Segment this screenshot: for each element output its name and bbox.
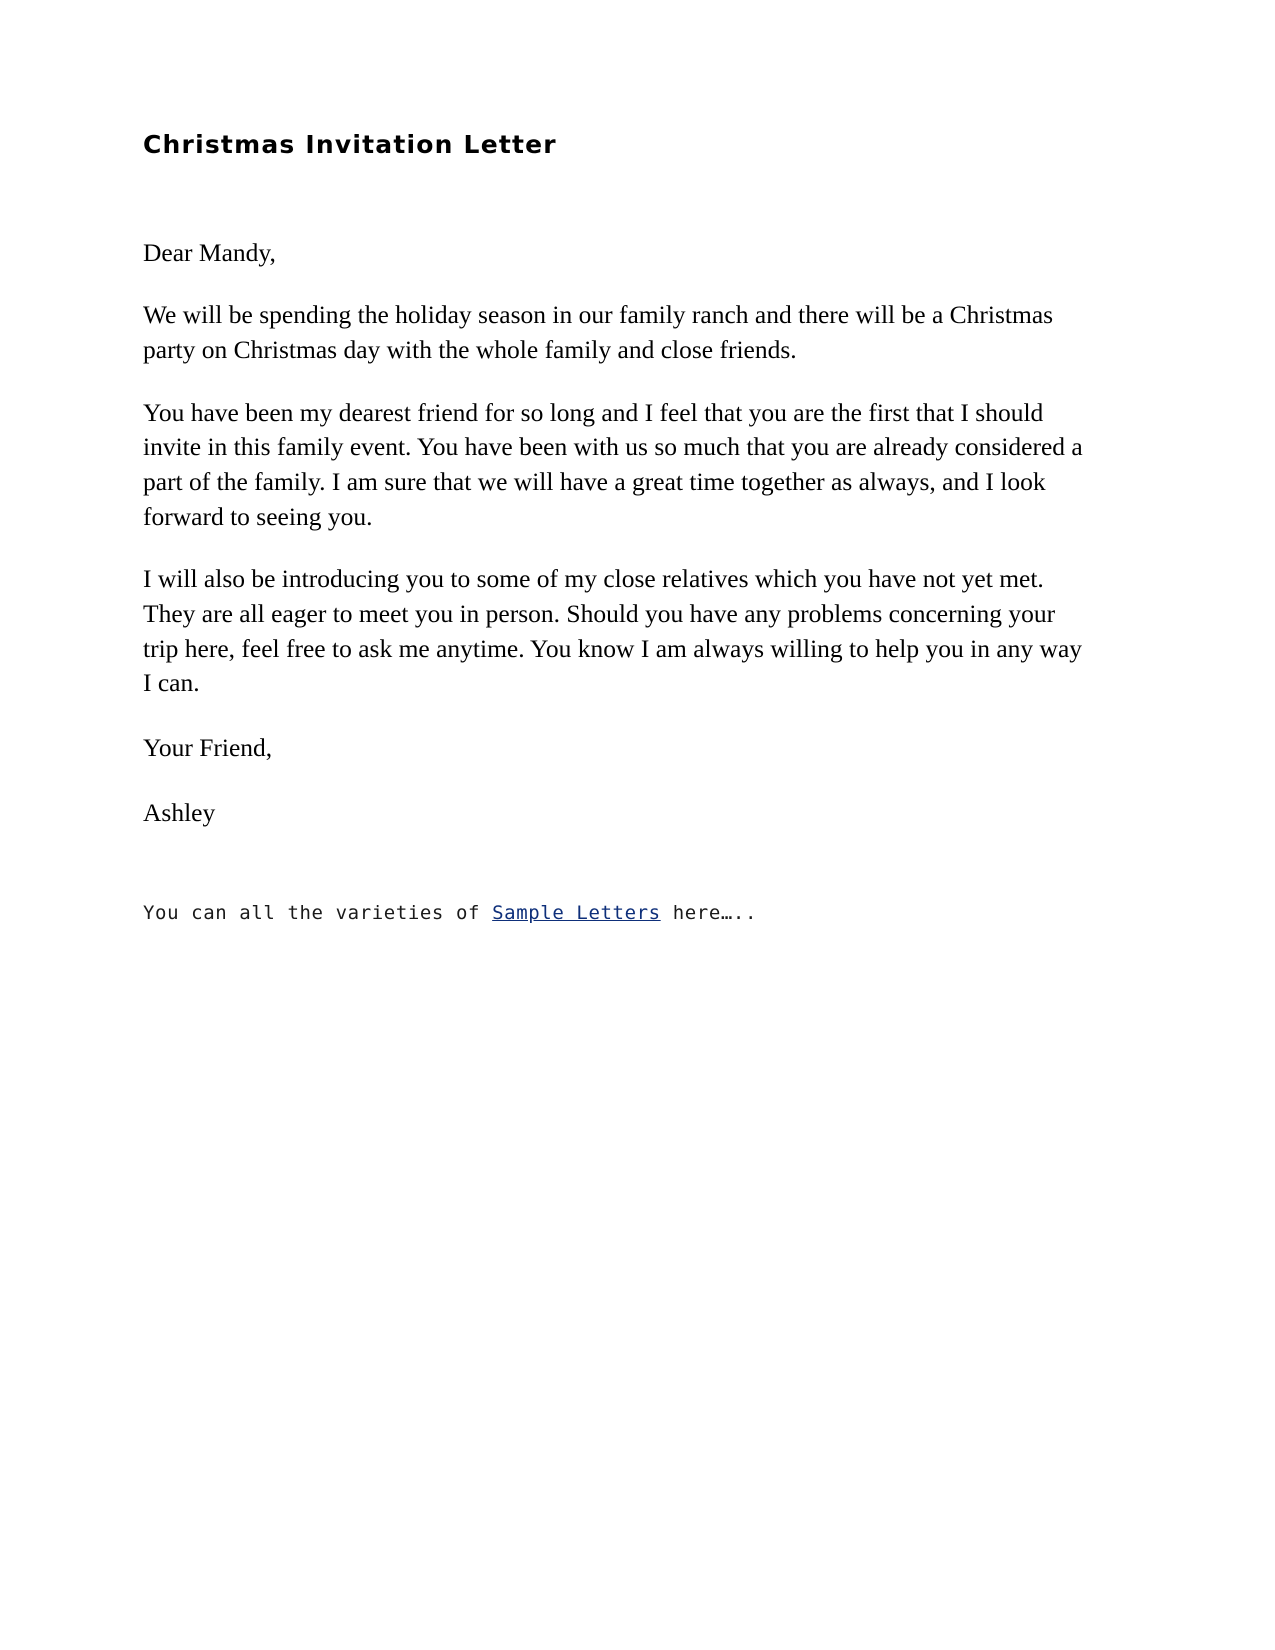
footer-note-suffix: here….. bbox=[660, 901, 757, 924]
letter-signature: Ashley bbox=[143, 797, 216, 827]
sample-letters-link[interactable]: Sample Letters bbox=[492, 901, 661, 924]
footer-note bbox=[143, 902, 1083, 924]
letter-closing: Your Friend, bbox=[143, 733, 273, 763]
letter-paragraph-2: You have been my dearest friend for so long and I feel that you are the first that I should invite in this family event. You have been with us so much that you are already considered a part of the family. I am sure that we will have a great time together as always, and I look forward to seeing you. bbox=[143, 397, 1083, 531]
letter-salutation: Dear Mandy, bbox=[143, 238, 276, 267]
page-title: Christmas Invitation Letter bbox=[143, 130, 557, 159]
letter-body bbox=[143, 130, 1083, 943]
letter-paragraph-3: I will also be introducing you to some of my close relatives which you have not yet met. They are all eager to meet you in person. Should you have any problems concerning your trip here, feel free to ask me anytime. You know I am always willing to help you in any way I can. bbox=[143, 564, 1083, 698]
letter-paragraph-1: We will be spending the holiday season in our family ranch and there will be a Christmas party on Christmas day with the whole family and close friends. bbox=[143, 300, 1054, 365]
footer-note-prefix: You can all the varieties of bbox=[143, 901, 493, 924]
